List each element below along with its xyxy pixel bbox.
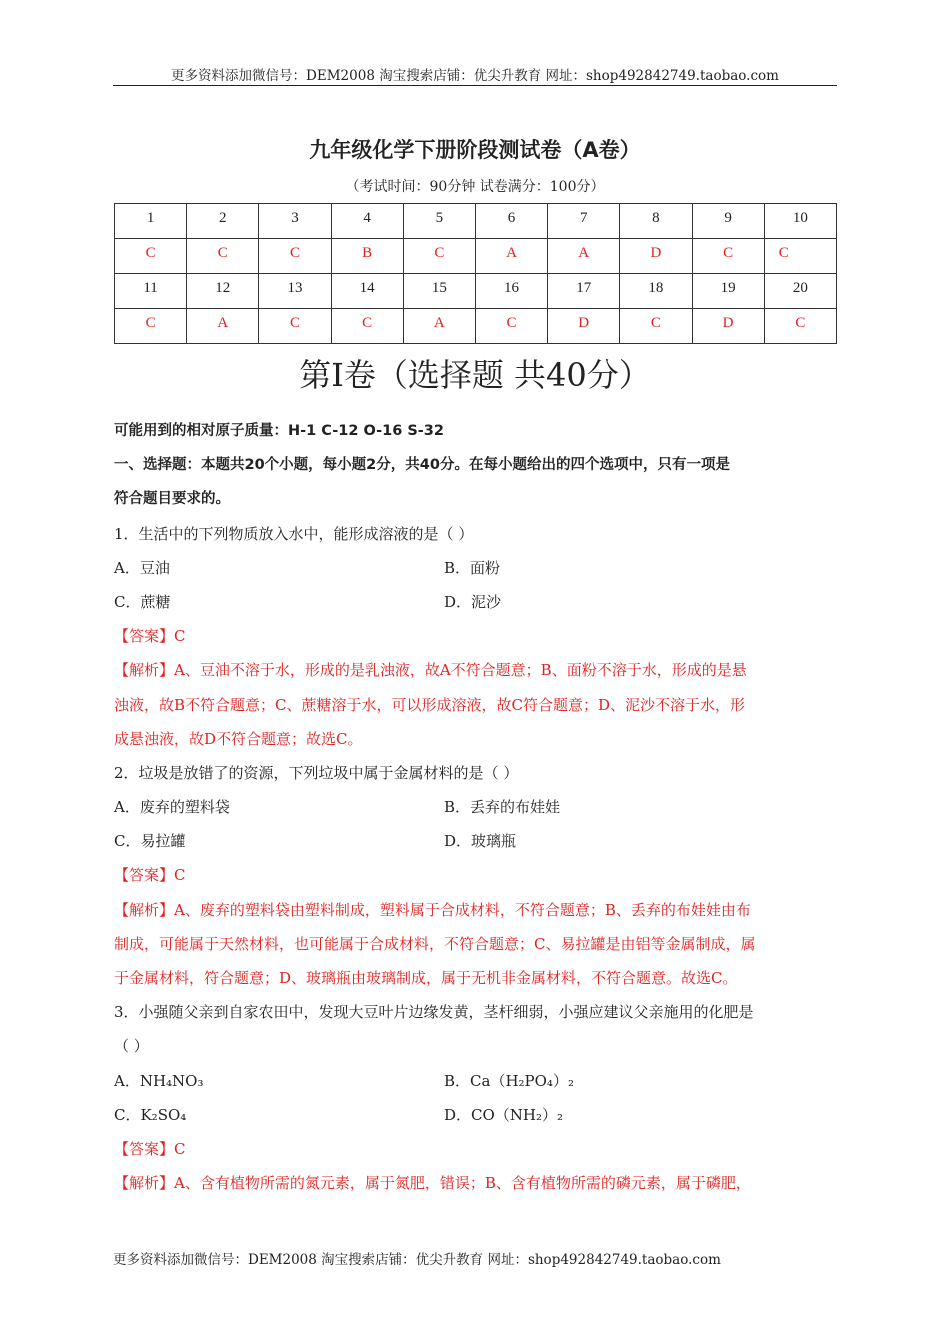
table-row — [115, 274, 837, 309]
answer-cell: D — [620, 239, 692, 274]
options-row — [114, 790, 834, 824]
answer-cell: A — [403, 309, 475, 344]
options-row — [114, 1098, 834, 1132]
question-number: 15 — [403, 274, 475, 309]
option-c: C．K₂SO₄ — [114, 1105, 187, 1124]
answer-cell: C — [331, 309, 403, 344]
analysis-line: 成悬浊液，故D不符合题意；故选C。 — [114, 729, 363, 748]
answer-table — [114, 203, 837, 344]
option-a: A．废弃的塑料袋 — [114, 798, 230, 817]
question-number: 3 — [259, 204, 331, 239]
table-row — [115, 239, 837, 274]
answer-cell: C — [259, 309, 331, 344]
question-stem: 1．生活中的下列物质放入水中，能形成溶液的是（ ） — [114, 524, 474, 543]
analysis-line: 【解析】A、豆油不溶于水，形成的是乳浊液，故A不符合题意；B、面粉不溶于水，形成的是悬 — [114, 661, 747, 680]
page-title: 九年级化学下册阶段测试卷（A卷） — [309, 138, 641, 162]
option-c: C．蔗糖 — [114, 592, 171, 611]
answer-cell: D — [548, 309, 620, 344]
instructions-line: 符合题目要求的。 — [114, 491, 230, 508]
answer-cell: C — [475, 309, 547, 344]
question-number: 4 — [331, 204, 403, 239]
answer-cell: D — [692, 309, 764, 344]
answer-cell: C — [692, 239, 764, 274]
question-number: 6 — [475, 204, 547, 239]
analysis-line: 【解析】A、废弃的塑料袋由塑料制成，塑料属于合成材料，不符合题意；B、丢弃的布娃娃由布 — [114, 900, 751, 919]
question-number: 1 — [115, 204, 187, 239]
instructions-line: 一、选择题：本题共20个小题，每小题2分，共40分。在每小题给出的四个选项中，只有一项是 — [114, 457, 730, 474]
header-divider — [113, 85, 837, 86]
answer-cell: A — [475, 239, 547, 274]
question-number: 20 — [764, 274, 836, 309]
analysis-line: 制成，可能属于天然材料，也可能属于合成材料，不符合题意；C、易拉罐是由铝等金属制成，属 — [114, 934, 756, 953]
options-row — [114, 824, 834, 858]
table-row — [115, 309, 837, 344]
question-number: 14 — [331, 274, 403, 309]
atomic-mass-note: 可能用到的相对原子质量：H-1 C-12 O-16 S-32 — [114, 423, 444, 439]
option-d: D．泥沙 — [444, 592, 502, 611]
options-row — [114, 585, 834, 619]
option-b: B．丢弃的布娃娃 — [444, 798, 561, 817]
analysis-line: 浊液，故B不符合题意；C、蔗糖溶于水，可以形成溶液，故C符合题意；D、泥沙不溶于水，形 — [114, 695, 746, 714]
page-header: 更多资料添加微信号：DEM2008 淘宝搜索店铺：优尖升教育 网址：shop492842749.taobao.com — [171, 68, 779, 84]
answer-line: 【答案】C — [114, 866, 186, 885]
question-number: 5 — [403, 204, 475, 239]
option-b: B．面粉 — [444, 558, 501, 577]
question-number: 13 — [259, 274, 331, 309]
question-number: 16 — [475, 274, 547, 309]
question-number: 17 — [548, 274, 620, 309]
question-stem: （ ） — [114, 1037, 149, 1056]
question-number: 18 — [620, 274, 692, 309]
option-c: C．易拉罐 — [114, 832, 186, 851]
option-a: A．豆油 — [114, 558, 170, 577]
analysis-line: 【解析】A、含有植物所需的氮元素，属于氮肥，错误；B、含有植物所需的磷元素，属于磷肥， — [114, 1174, 751, 1193]
question-stem: 3．小强随父亲到自家农田中，发现大豆叶片边缘发黄，茎杆细弱，小强应建议父亲施用的化肥是 — [114, 1003, 754, 1022]
analysis-line: 于金属材料，符合题意；D、玻璃瓶由玻璃制成，属于无机非金属材料，不符合题意。故选C。 — [114, 969, 738, 987]
option-d: D．CO（NH₂）₂ — [444, 1105, 564, 1124]
answer-cell: C — [403, 239, 475, 274]
answer-line: 【答案】C — [114, 1139, 186, 1158]
question-number: 2 — [187, 204, 259, 239]
question-number: 10 — [764, 204, 836, 239]
question-number: 7 — [548, 204, 620, 239]
answer-line: 【答案】C — [114, 627, 186, 646]
answer-cell: C — [187, 239, 259, 274]
answer-cell: B — [331, 239, 403, 274]
answer-cell: A — [187, 309, 259, 344]
table-row — [115, 204, 837, 239]
question-number: 11 — [115, 274, 187, 309]
option-b: B．Ca（H₂PO₄）₂ — [444, 1071, 574, 1090]
question-number: 12 — [187, 274, 259, 309]
answer-cell: C — [764, 239, 836, 274]
options-row — [114, 551, 834, 585]
options-row — [114, 1064, 834, 1098]
question-stem: 2．垃圾是放错了的资源，下列垃圾中属于金属材料的是（ ） — [114, 763, 519, 782]
answer-cell: C — [115, 309, 187, 344]
answer-cell: C — [259, 239, 331, 274]
answer-cell: A — [548, 239, 620, 274]
question-number: 19 — [692, 274, 764, 309]
page-footer: 更多资料添加微信号：DEM2008 淘宝搜索店铺：优尖升教育 网址：shop492842749.taobao.com — [113, 1252, 721, 1268]
question-number: 9 — [692, 204, 764, 239]
option-d: D．玻璃瓶 — [444, 832, 517, 851]
question-body — [114, 414, 834, 1200]
answer-cell: C — [115, 239, 187, 274]
answer-cell: C — [764, 309, 836, 344]
question-number: 8 — [620, 204, 692, 239]
exam-info: （考试时间：90分钟 试卷满分：100分） — [345, 179, 605, 195]
answer-cell: C — [620, 309, 692, 344]
section-title: 第Ⅰ卷（选择题 共40分） — [299, 356, 651, 394]
option-a: A．NH₄NO₃ — [114, 1071, 204, 1090]
